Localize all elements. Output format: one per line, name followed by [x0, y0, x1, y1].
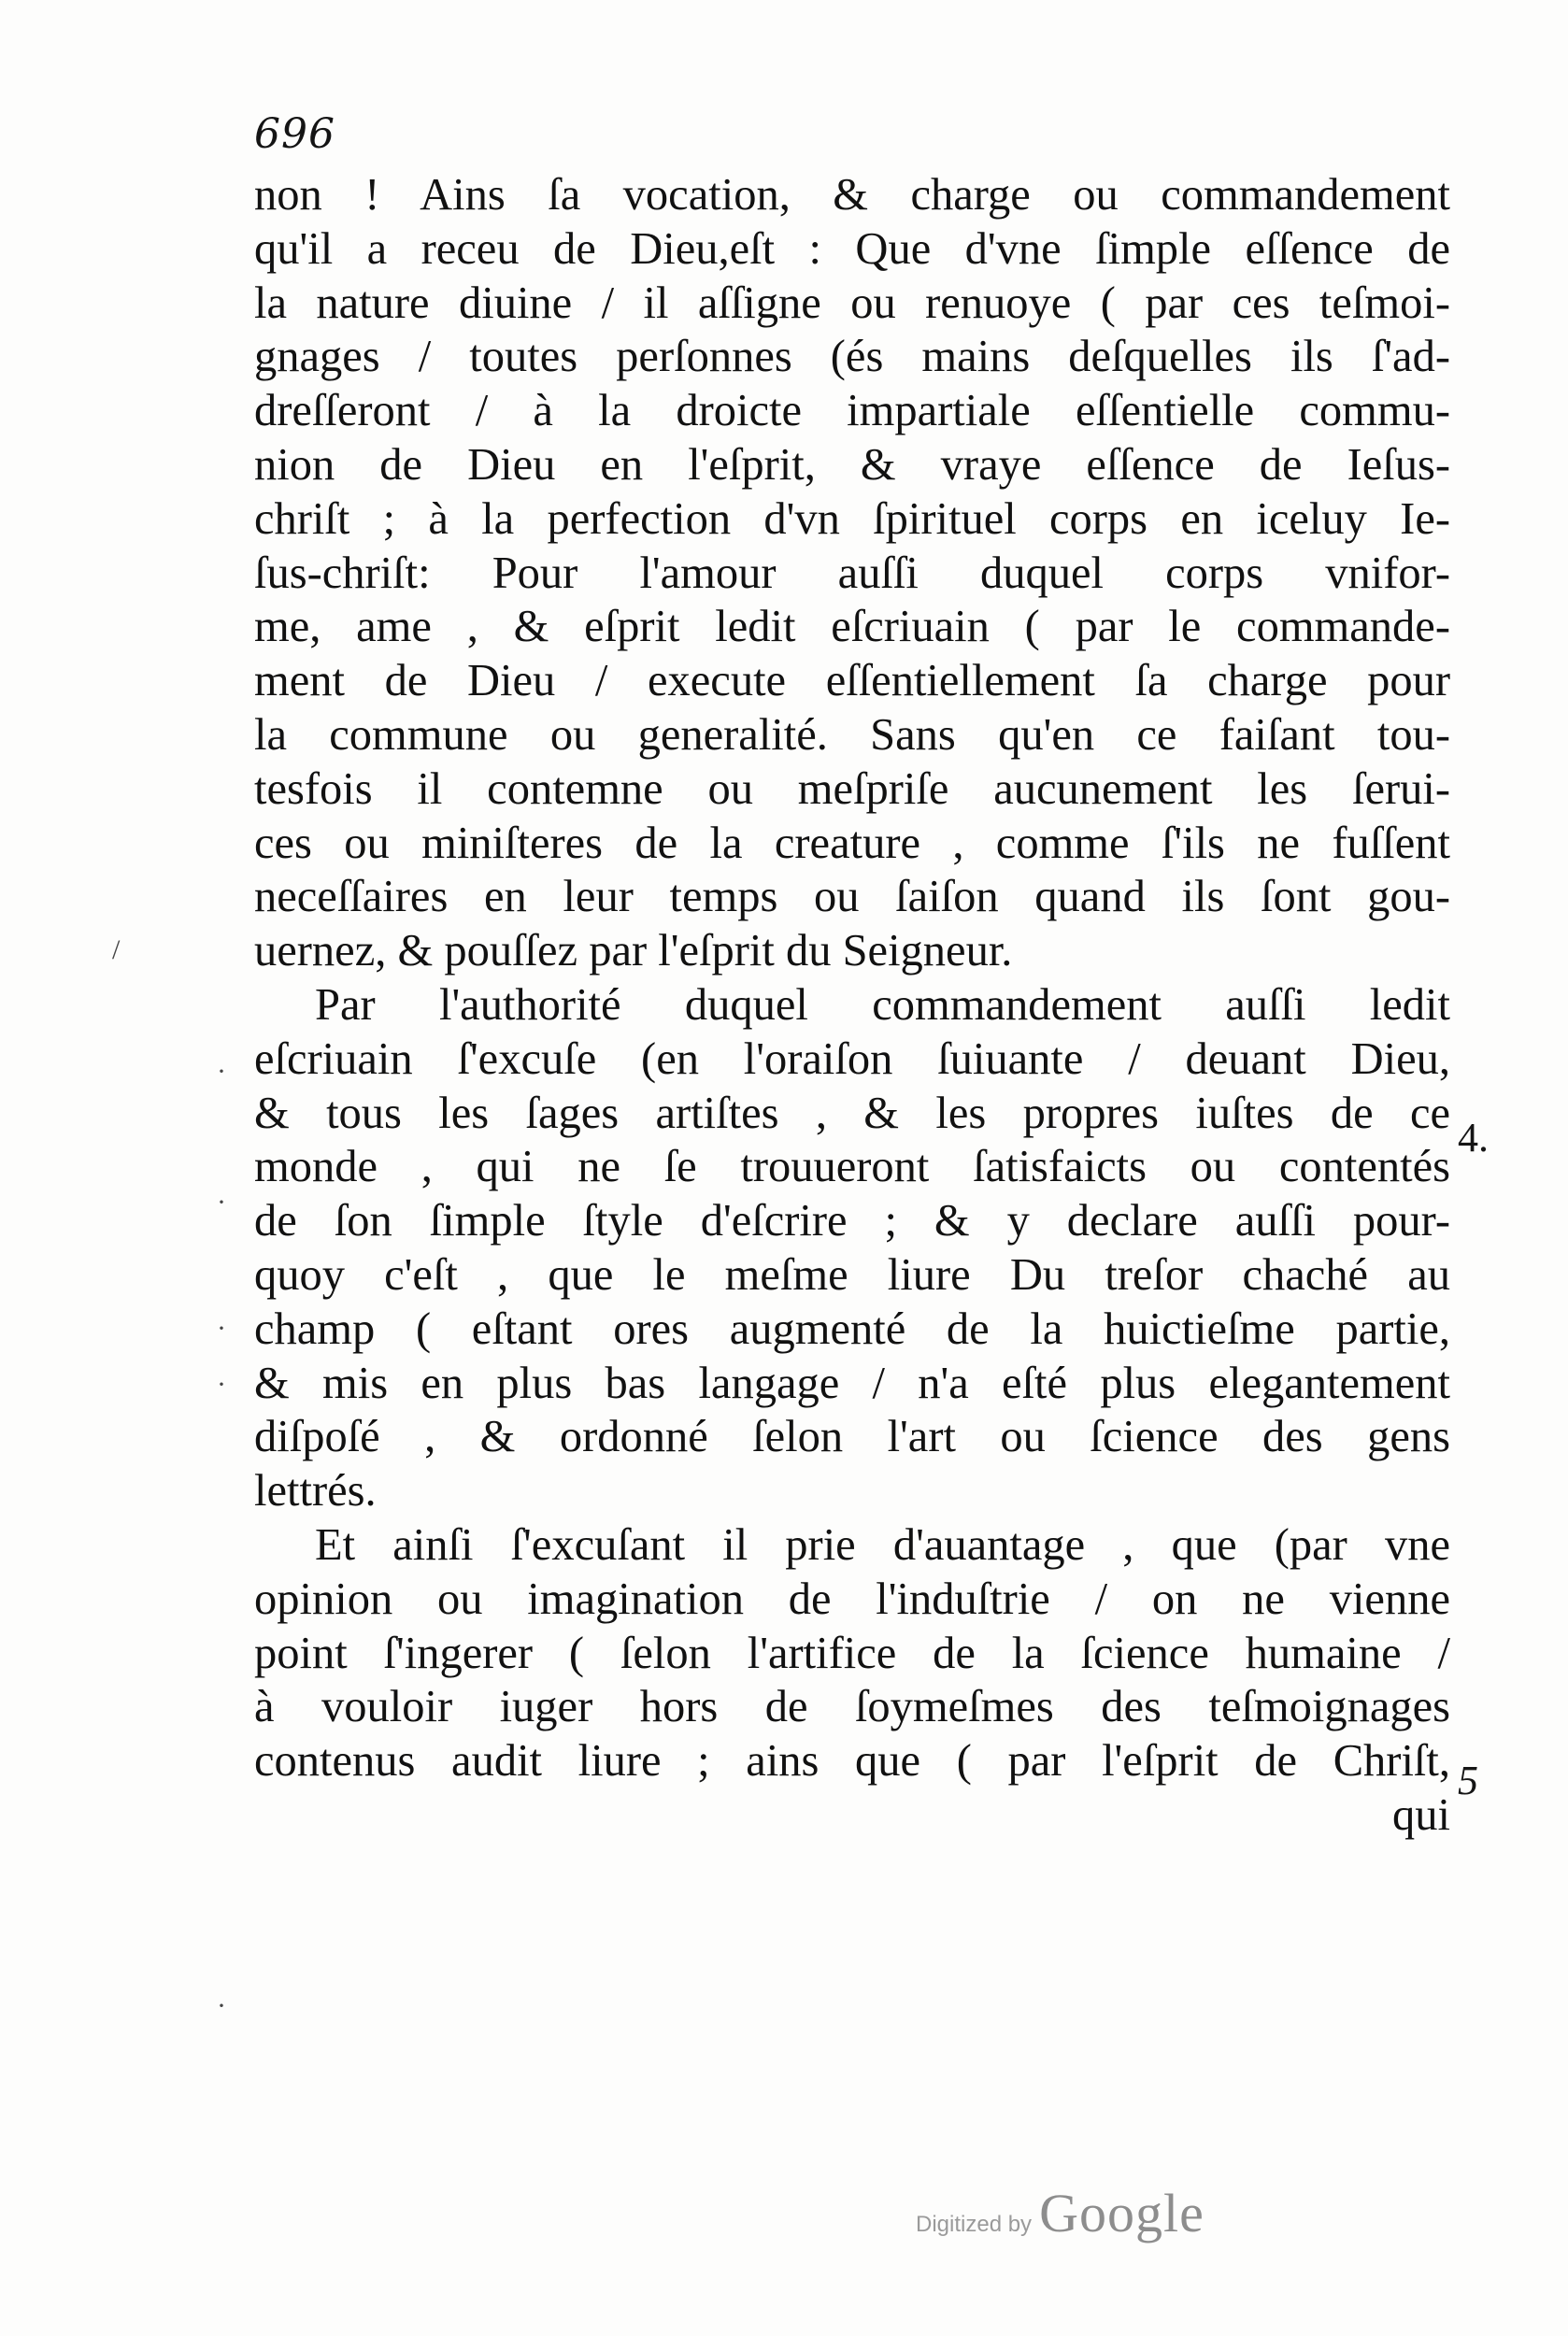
text-line: la commune ou generalité. Sans qu'en ce faiſant tou-	[254, 709, 1450, 760]
text-line: tesfois il contemne ou meſpriſe aucunement les ſerui-	[254, 763, 1450, 814]
text-line: la nature diuine / il aſſigne ou renuoye ( par ces teſmoi-	[254, 278, 1450, 328]
text-line: Et ainſi ſ'excuſant il prie d'auantage , que (par vne	[315, 1519, 1450, 1570]
text-line: point ſ'ingerer ( ſelon l'artifice de la ſcience humaine /	[254, 1628, 1450, 1678]
digitized-by-watermark	[916, 2182, 1205, 2244]
margin-speck: ·	[217, 1369, 226, 1400]
body-text	[254, 168, 1450, 1843]
text-line: chriſt ; à la perfection d'vn ſpirituel corps en iceluy Ie-	[254, 493, 1450, 544]
google-logo: Google	[1039, 2183, 1205, 2243]
text-line: nion de Dieu en l'eſprit, & vraye eſſence de Ieſus-	[254, 439, 1450, 490]
margin-speck: ·	[217, 1990, 226, 2021]
text-line: dreſſeront / à la droicte impartiale eſſentielle commu-	[254, 386, 1450, 436]
text-line: contenus audit liure ; ains que ( par l'eſprit de Chriſt,	[254, 1736, 1450, 1787]
margin-paragraph-number: 5	[1458, 1758, 1478, 1803]
text-line: gnages / toutes perſonnes (és mains deſquelles ils ſ'ad-	[254, 332, 1450, 382]
margin-speck: ·	[217, 1187, 226, 1218]
watermark-prefix: Digitized by	[916, 2212, 1033, 2237]
text-line: eſcriuain ſ'excuſe (en l'oraiſon ſuiuante / deuant Dieu,	[254, 1033, 1450, 1084]
margin-speck: ·	[217, 1313, 226, 1344]
margin-speck: /	[112, 934, 121, 965]
text-line: opinion ou imagination de l'induſtrie / on ne vienne	[254, 1574, 1450, 1624]
text-line: Par l'authorité duquel commandement auſſi ledit	[315, 979, 1450, 1030]
margin-paragraph-number: 4.	[1458, 1115, 1489, 1161]
text-line: ces ou miniſteres de la creature , comme ſ'ils ne fuſſent	[254, 818, 1450, 868]
text-line: neceſſaires en leur temps ou ſaiſon quand ils ſont gou-	[254, 872, 1450, 922]
text-line: ſus-chriſt: Pour l'amour auſſi duquel corps vnifor-	[254, 548, 1450, 598]
text-line: à vouloir iuger hors de ſoymeſmes des teſmoignages	[254, 1682, 1450, 1732]
text-line: lettrés.	[254, 1466, 377, 1517]
page-number: 696	[254, 110, 335, 158]
margin-speck: ·	[217, 1056, 226, 1087]
text-line: non ! Ains ſa vocation, & charge ou commandement	[254, 170, 1450, 220]
text-line: qu'il a receu de Dieu,eſt : Que d'vne ſimple eſſence de	[254, 223, 1450, 274]
text-line: monde , qui ne ſe trouueront ſatisfaicts ou contentés	[254, 1142, 1450, 1192]
text-line: & mis en plus bas langage / n'a eſté plus elegantement	[254, 1358, 1450, 1408]
text-line: de ſon ſimple ſtyle d'eſcrire ; & y declare auſſi pour-	[254, 1196, 1450, 1246]
text-line: uernez, & pouſſez par l'eſprit du Seigneur.	[254, 926, 1013, 976]
text-line: & tous les ſages artiſtes , & les propres iuſtes de ce	[254, 1088, 1450, 1138]
catchword: qui	[1392, 1789, 1450, 1840]
text-line: diſpoſé , & ordonné ſelon l'art ou ſcience des gens	[254, 1412, 1450, 1462]
text-line: champ ( eſtant ores augmenté de la huictieſme partie,	[254, 1303, 1450, 1354]
text-line: quoy c'eſt , que le meſme liure Du treſor chaché au	[254, 1249, 1450, 1300]
text-line: me, ame , & eſprit ledit eſcriuain ( par le commande-	[254, 602, 1450, 652]
text-line: ment de Dieu / execute eſſentiellement ſa charge pour	[254, 656, 1450, 706]
